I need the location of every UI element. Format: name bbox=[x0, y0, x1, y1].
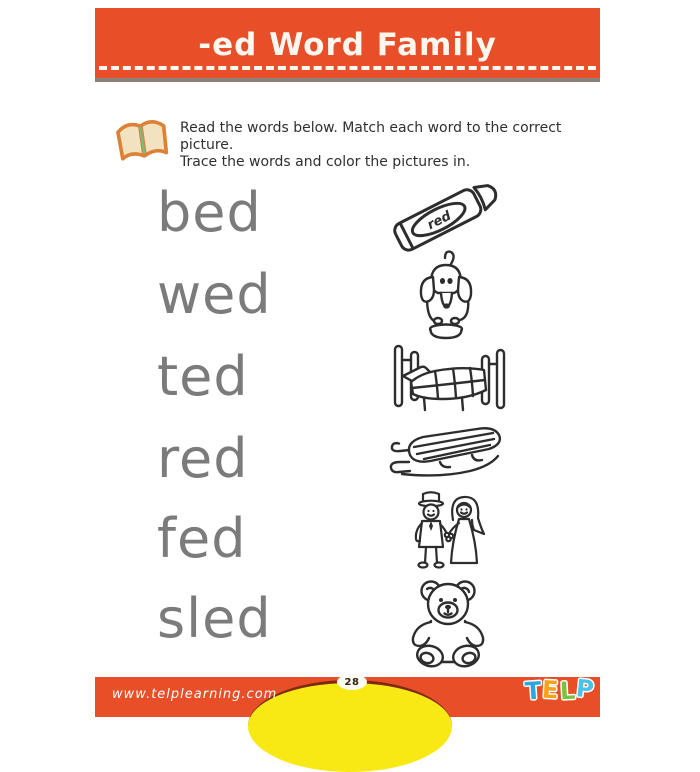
page-number: 28 bbox=[344, 676, 360, 688]
page-number-badge bbox=[337, 674, 367, 690]
page-title: -ed Word Family bbox=[198, 27, 497, 63]
telp-logo-letter-l: L bbox=[559, 676, 577, 706]
instructions-line-1: Read the words below. Match each word to the correct picture. bbox=[180, 120, 562, 153]
crayon-label: red bbox=[425, 208, 454, 234]
instructions bbox=[180, 120, 580, 171]
word-red: red bbox=[157, 427, 249, 490]
word-bed: bed bbox=[157, 181, 262, 244]
word-sled: sled bbox=[157, 587, 272, 650]
word-ted: ted bbox=[157, 345, 249, 408]
bed-picture bbox=[390, 340, 510, 418]
wedding-couple-picture bbox=[398, 490, 498, 582]
red-crayon-picture bbox=[382, 170, 507, 255]
telp-logo-letter-e: E bbox=[541, 675, 561, 705]
website-link[interactable]: www.telplearning.com bbox=[112, 687, 278, 702]
header-shadow-line bbox=[95, 78, 600, 82]
header-dashed-line bbox=[99, 66, 596, 70]
telp-logo-letter-p: P bbox=[574, 674, 597, 704]
dog-with-food-bowl-picture bbox=[398, 250, 493, 342]
teddy-bear-picture bbox=[398, 576, 498, 672]
telp-logo-letter-t: T bbox=[524, 676, 544, 706]
sled-picture bbox=[380, 424, 510, 488]
word-fed: fed bbox=[157, 507, 247, 570]
instructions-line-2: Trace the words and color the pictures in. bbox=[180, 154, 471, 170]
telp-logo bbox=[524, 674, 700, 706]
open-book-icon bbox=[114, 116, 172, 164]
footer-yellow-dome bbox=[248, 680, 452, 772]
word-wed: wed bbox=[157, 263, 272, 326]
